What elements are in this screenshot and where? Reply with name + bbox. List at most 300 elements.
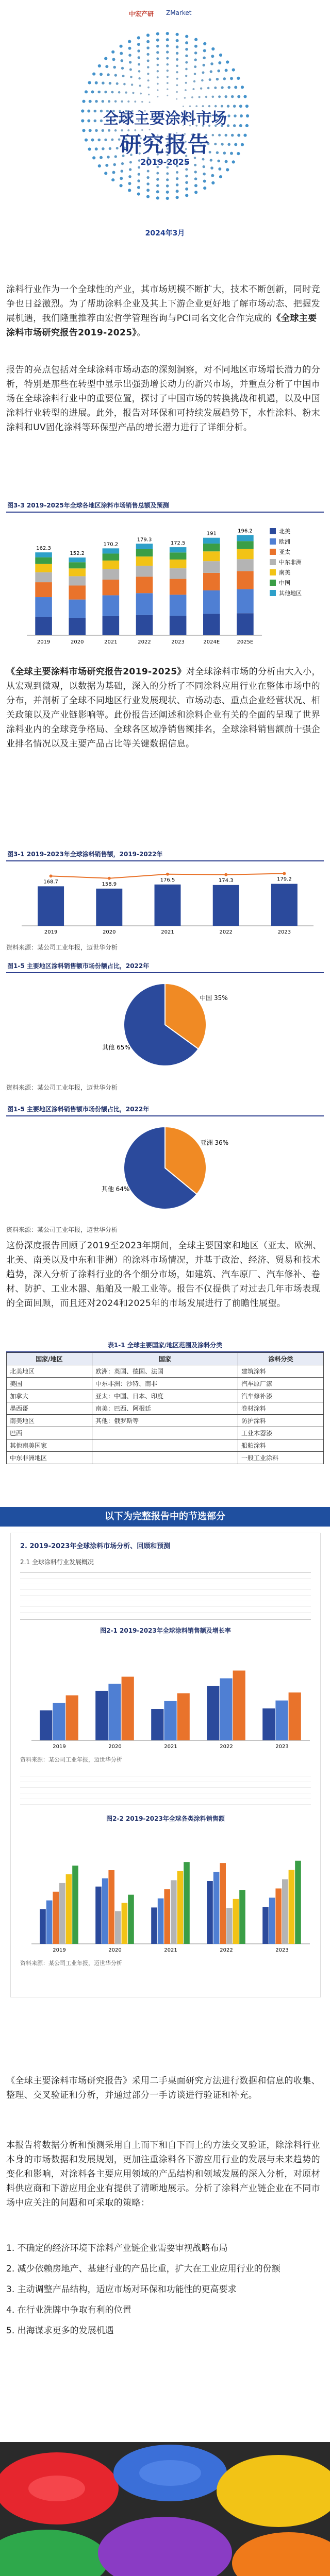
cover-dot [230, 77, 233, 80]
cover-dot [203, 187, 206, 190]
excerpt-chart1-title: 图2-1 2019-2023年全球涂料销售额及增长率 [100, 1627, 231, 1634]
cover-dot [176, 190, 179, 193]
data-label: 158.9 [102, 881, 117, 887]
table-row [7, 1439, 324, 1452]
cover-dot [157, 96, 158, 97]
cover-dot [157, 70, 159, 72]
figure2-source: 资料来源：某公司工业年报，迈世华分析 [6, 944, 118, 951]
excerpt-chart2-title: 图2-2 2019-2023年全球各类涂料销售额 [106, 1815, 225, 1822]
tick-label: 2019 [53, 1744, 66, 1750]
excerpt-bar [233, 1899, 239, 1944]
bar-segment [35, 564, 52, 572]
cover-dot [194, 65, 196, 68]
figure3-source-b: 资料来源：某公司工业年报，迈世华分析 [6, 1226, 118, 1233]
cover-dot [176, 78, 178, 80]
cover-dot [104, 91, 107, 93]
cover-dot [166, 197, 169, 200]
cover-dot [194, 73, 196, 75]
table-cell: 建筑涂料 [238, 1365, 324, 1378]
cover-dot [176, 65, 178, 67]
cover-dot [147, 66, 150, 69]
cover-dot [166, 50, 169, 53]
excerpt-bar [282, 1879, 288, 1944]
bar-segment [170, 552, 187, 560]
excerpt-bar [59, 1883, 65, 1944]
table-cell: 南美：巴西、阿根廷 [92, 1402, 238, 1415]
bar-segment [69, 585, 86, 599]
cover-dot [211, 181, 214, 184]
cover-dot [108, 100, 110, 103]
cover-dot [146, 40, 150, 43]
cover-dot [133, 92, 135, 94]
table-row [7, 1378, 324, 1390]
cover-dot [112, 171, 116, 174]
bar-segment [170, 595, 187, 616]
cover-dot [185, 194, 188, 197]
cover-dot [138, 63, 140, 66]
table-cell: 汽车修补漆 [238, 1390, 324, 1402]
excerpt-bar [151, 1907, 157, 1944]
cover-dot [203, 57, 206, 60]
bar-segment [103, 553, 120, 560]
excerpt-bar [177, 1871, 184, 1944]
cover-dot [185, 181, 188, 184]
excerpt-bar [289, 1692, 301, 1740]
cover-dot [176, 71, 178, 73]
cover-dot [185, 61, 188, 64]
list-item: 2. 减少依赖房地产、基建行业的产品比重，扩大在工业应用行业的份额 [6, 2264, 280, 2274]
excerpt-bar [53, 1892, 59, 1944]
cover-dot [176, 183, 179, 187]
cover-dot [176, 52, 178, 55]
cover-dot [167, 89, 168, 90]
cover-dot [138, 70, 141, 73]
slice-label: 亚洲 36% [200, 1139, 229, 1146]
bar-segment [136, 556, 153, 566]
cover-dot [137, 186, 140, 189]
cover-dot [167, 82, 169, 84]
data-label: 179.2 [277, 876, 292, 883]
bar-segment [237, 571, 254, 589]
table-cell: 南美地区 [7, 1415, 92, 1427]
paint-cans-image [0, 2442, 330, 2576]
table-row [7, 1415, 324, 1427]
cover-dot [219, 175, 222, 178]
bar-segment [35, 552, 52, 557]
cover-dot [146, 195, 150, 198]
cover-dot [128, 189, 131, 192]
cover-dot [104, 57, 107, 60]
bar-segment [203, 538, 220, 544]
cover-dot [194, 52, 197, 55]
cover-dot [241, 86, 244, 89]
bar-segment [103, 616, 120, 635]
table-row [7, 1452, 324, 1464]
cover-dot [225, 69, 228, 72]
excerpt-bar [289, 1870, 295, 1944]
cover-dot [185, 89, 187, 91]
figure-market-share-a [6, 959, 324, 1078]
cover-dot [223, 77, 226, 80]
bar-segment [69, 576, 86, 585]
cover-dot [166, 172, 169, 175]
excerpt-bar [275, 1701, 288, 1740]
cover-dot [166, 191, 169, 194]
cover-dot [114, 74, 117, 76]
cover-dot [185, 75, 187, 77]
bar-segment [103, 561, 120, 569]
cover-dot [128, 54, 131, 57]
bar-segment [136, 549, 153, 556]
bar-segment [170, 568, 187, 579]
cover-dot [112, 58, 116, 61]
legend-label: 其他地区 [279, 590, 302, 597]
figure-global-sales-trend [6, 848, 324, 939]
cover-dot [157, 89, 158, 91]
cover-dot [147, 59, 150, 62]
bar-segment [103, 569, 120, 580]
cover-dot [166, 57, 169, 60]
bar-segment [136, 544, 153, 549]
cover-dot [120, 52, 123, 55]
table-cell: 加拿大 [7, 1390, 92, 1402]
excerpt-box [10, 1533, 321, 1997]
excerpt-bar [158, 1899, 164, 1944]
report-name-bold-2: 《全球主要涂料市场研究报告2019-2025》 [6, 667, 186, 677]
cover-dot [149, 101, 151, 103]
cover-dot [91, 90, 94, 93]
cover-dot [166, 178, 169, 181]
cover-dot [166, 184, 169, 188]
table-row [7, 1365, 324, 1378]
bar-segment [103, 595, 120, 616]
legend-swatch [270, 528, 276, 534]
cover-dot [185, 68, 188, 71]
bar-segment [203, 544, 220, 551]
tick-label: 2019 [53, 1947, 66, 1953]
legend-swatch [270, 590, 276, 596]
excerpt-bar [95, 1887, 102, 1944]
excerpt-note-2: 资料来源：某公司工业年报，迈世华分析 [20, 1960, 122, 1967]
cover-dot [237, 95, 240, 98]
table-cell: 其他南美国家 [7, 1439, 92, 1452]
table-cell: 北美地区 [7, 1365, 92, 1378]
bar-segment [136, 577, 153, 593]
bar [38, 886, 64, 926]
cover-dot [184, 97, 186, 98]
cover-dot [146, 33, 150, 37]
cover-dot [111, 178, 114, 181]
cover-dot [199, 96, 201, 98]
cover-dot [118, 91, 121, 94]
cover-dot [105, 65, 108, 68]
bar-segment [203, 551, 220, 561]
cover-dot [225, 95, 227, 98]
intro-text: 涂料行业作为一个全球性的产业，其市场规模不断扩大，技术不断创新，同时竞争也日益激烈。为了帮助涂料企业及其上下游企业更好地了解市场动态、把握发展机遇，我们隆重推荐由宏哲学管理咨询与PCI司名文化合作完成的 [6, 284, 320, 324]
tick-label: 2021 [161, 929, 174, 935]
excerpt-banner: 以下为完整报告中的节选部分 [0, 1507, 330, 1527]
pie-chart-2 [6, 1116, 324, 1219]
cover-dot [88, 81, 91, 84]
bar-segment [103, 548, 120, 553]
tick-label: 2025E [237, 639, 254, 645]
legend-label: 南美 [279, 569, 290, 576]
legend-label: 中国 [279, 580, 290, 586]
cover-dot [203, 64, 205, 66]
table-cell: 中东非洲：沙特、南非 [92, 1378, 238, 1390]
line-point [283, 872, 286, 875]
table-header-cell: 国家 [92, 1353, 238, 1365]
cover-dot [176, 171, 178, 174]
cover-dot [194, 38, 197, 41]
tick-label: 2021 [164, 1947, 177, 1953]
cover-dot [166, 38, 169, 41]
cover-dot [147, 170, 150, 173]
excerpt-bar [164, 1701, 176, 1740]
excerpt-bar [262, 1907, 269, 1944]
bar-segment [35, 557, 52, 564]
bar-segment [35, 617, 52, 635]
legend-swatch [270, 569, 276, 575]
cover-dot [221, 86, 223, 89]
list-item: 3. 主动调整产品结构，适应市场对环保和功能性的更高要求 [6, 2284, 237, 2295]
table-cell: 防护涂料 [238, 1415, 324, 1427]
cover-dot [205, 96, 207, 98]
tick-label: 2019 [37, 639, 51, 645]
cover-dot [209, 78, 211, 81]
cover-dot [95, 81, 98, 84]
excerpt-bar [295, 1861, 301, 1944]
cover-dot [218, 167, 221, 171]
cover-dot [176, 39, 179, 42]
excerpt-bar [102, 1878, 108, 1944]
bar-segment [69, 562, 86, 568]
excerpt-note-1: 资料来源：某公司工业年报，迈世华分析 [20, 1756, 122, 1763]
excerpt-bar [184, 1862, 190, 1944]
cover-dot [113, 66, 116, 69]
analysis-paragraph [6, 665, 324, 751]
cover-dot [231, 95, 234, 98]
cover-dot [185, 41, 188, 44]
cover-dot [121, 100, 123, 103]
bar-segment [203, 614, 220, 635]
cover-dot [226, 60, 229, 63]
bar [155, 885, 181, 926]
tick-label: 2023 [277, 929, 291, 935]
data-label: 176.5 [160, 877, 175, 883]
legend-label: 亚太 [279, 549, 290, 555]
cover-dot [167, 76, 169, 78]
cover-dot [207, 87, 210, 90]
table-cell: 墨西哥 [7, 1402, 92, 1415]
cover-dot [156, 45, 159, 48]
cover-dot [227, 86, 230, 89]
bar-segment [136, 566, 153, 577]
cover-dot [200, 88, 202, 90]
figure-regional-sales [6, 499, 324, 653]
excerpt-bar [122, 1903, 128, 1944]
table-row [7, 1402, 324, 1415]
tick-label: 2023 [275, 1947, 289, 1953]
excerpt-bar [262, 1708, 275, 1740]
cover-dot [111, 50, 114, 54]
cover-dot [156, 39, 159, 42]
cover-dot [129, 168, 131, 171]
excerpt-bar [164, 1889, 170, 1944]
table-cell: 欧洲：英国、德国、法国 [92, 1365, 238, 1378]
cover-dot [146, 176, 149, 179]
cover-dot [156, 184, 159, 188]
excerpt-bar [108, 1870, 114, 1944]
cover-dot [156, 51, 159, 54]
data-label: 191 [206, 531, 217, 537]
cover-dot [139, 84, 141, 87]
cover-dot [121, 170, 124, 173]
tick-label: 2023 [275, 1744, 289, 1750]
excerpt-bar [239, 1890, 245, 1944]
bar-segment [203, 590, 220, 614]
table-cell: 巴西 [7, 1427, 92, 1439]
legend-swatch [270, 580, 276, 586]
cover-dot [167, 63, 169, 66]
excerpt-text-placeholder [20, 1572, 311, 1620]
cover-dot [211, 47, 214, 50]
cover-dot [156, 172, 159, 175]
cover-dot [185, 48, 188, 51]
cover-dot [146, 46, 150, 49]
cover-dot [185, 175, 188, 177]
cover-dot [237, 77, 240, 80]
cover-dot [129, 69, 132, 71]
cover-dot [138, 77, 140, 79]
data-label: 170.2 [103, 541, 119, 548]
cover-dot [203, 42, 206, 45]
forecast-paragraph: 本报告将数据分析和预测采用自上而下和自下而上的方法交叉验证，除涂料行业本身的市场数据和发展规划，更加注重涂料各下游应用行业的发展与未来趋势的变化和影响，对涂料各主要应用领域的产品结构和领域发展的深入分析，对原材料供应商和下游应用企业有提供了清晰地展示。分析了涂料产业链企业在不同市场中应关注的问题和可采取的策略： [6, 2140, 320, 2208]
bar-segment [170, 547, 187, 552]
cover-dot [146, 189, 150, 192]
tick-label: 2020 [103, 929, 116, 935]
cover-dot [185, 168, 188, 171]
data-label: 179.3 [137, 537, 152, 543]
legend-swatch [270, 559, 276, 565]
cover-dot [194, 45, 197, 48]
excerpt-bar [40, 1710, 52, 1740]
cover-dot [218, 61, 221, 64]
cover-dot [134, 100, 136, 103]
cover-dot [193, 80, 195, 82]
intro-end: 。 [137, 328, 146, 338]
bar-segment [170, 560, 187, 568]
table-header-cell: 国家/地区 [7, 1353, 92, 1365]
excerpt-bar [66, 1696, 78, 1740]
report-cover [0, 0, 330, 278]
bar-segment [170, 579, 187, 595]
data-label: 174.3 [218, 877, 234, 884]
table-body [7, 1365, 324, 1464]
tick-label: 2021 [104, 639, 118, 645]
cover-dot [203, 49, 206, 52]
cover-dot [218, 95, 221, 98]
cover-dot [129, 61, 131, 63]
cover-dot [102, 81, 105, 84]
bar-segment [237, 589, 254, 614]
bar-segment [69, 568, 86, 576]
cover-dot [95, 100, 98, 103]
cover-dot [212, 96, 214, 98]
cover-dot [202, 71, 205, 74]
data-label: 196.2 [238, 528, 253, 534]
bar-segment [237, 559, 254, 571]
cover-dot [100, 73, 103, 76]
cover-dot [109, 82, 111, 84]
table-cell [92, 1427, 238, 1439]
table-cell: 亚太：中国、日本、印度 [92, 1390, 238, 1402]
line-point [108, 877, 111, 880]
list-item: 5. 出海谋求更多的发展机遇 [6, 2326, 114, 2336]
excerpt-bar [46, 1901, 53, 1944]
table-cell: 中东非洲地区 [7, 1452, 92, 1464]
cover-dot [185, 35, 188, 38]
cover-dot [210, 70, 212, 73]
cover-dot [111, 91, 113, 93]
tick-label: 2019 [44, 929, 58, 935]
slice-label: 中国 35% [200, 994, 228, 1002]
list-item: 4. 在行业洗牌中争取有利的位置 [6, 2305, 131, 2315]
cover-title-line2: 研究报告 [119, 132, 210, 157]
cover-dot [128, 40, 131, 43]
excerpt-bar [95, 1691, 108, 1740]
line-point [166, 873, 169, 876]
cover-dot [85, 90, 88, 93]
tick-label: 2020 [70, 639, 84, 645]
cover-dot [102, 100, 104, 103]
legend-label: 欧洲 [279, 538, 290, 545]
table-cell [92, 1452, 238, 1464]
table-row [7, 1427, 324, 1439]
cover-dot [97, 91, 101, 94]
table-row [7, 1390, 324, 1402]
tick-label: 2020 [108, 1947, 122, 1953]
excerpt-sub1: 2.1 全球涂料行业发展概况 [20, 1558, 94, 1566]
cover-dot [201, 79, 204, 82]
cover-dot [167, 95, 168, 96]
bar-segment [35, 597, 52, 617]
cover-dot [122, 75, 125, 77]
cover-dot [140, 93, 142, 95]
cover-dot [138, 173, 140, 176]
table-header-cell: 涂料分类 [238, 1353, 324, 1365]
cover-dot [120, 184, 123, 187]
cover-dot [176, 177, 178, 180]
excerpt-bar [53, 1703, 65, 1740]
cover-dot [107, 73, 110, 76]
cover-dot [146, 182, 150, 185]
cover-dot [146, 53, 149, 56]
bar-segment [237, 535, 254, 541]
table-cell: 卷材涂料 [238, 1402, 324, 1415]
cover-dot [191, 96, 193, 98]
cover-dot [166, 32, 169, 35]
bar-segment [69, 618, 86, 635]
cover-dot [98, 64, 101, 67]
cover-dot [138, 56, 140, 59]
cover-dot [156, 190, 159, 193]
cover-dot [176, 91, 178, 93]
figure3-title: 图1-5 主要地区涂料销售额市场份额占比，2022年 [6, 959, 324, 973]
cover-dot [121, 59, 124, 62]
cover-dot [148, 94, 150, 95]
cover-dot [123, 83, 126, 86]
